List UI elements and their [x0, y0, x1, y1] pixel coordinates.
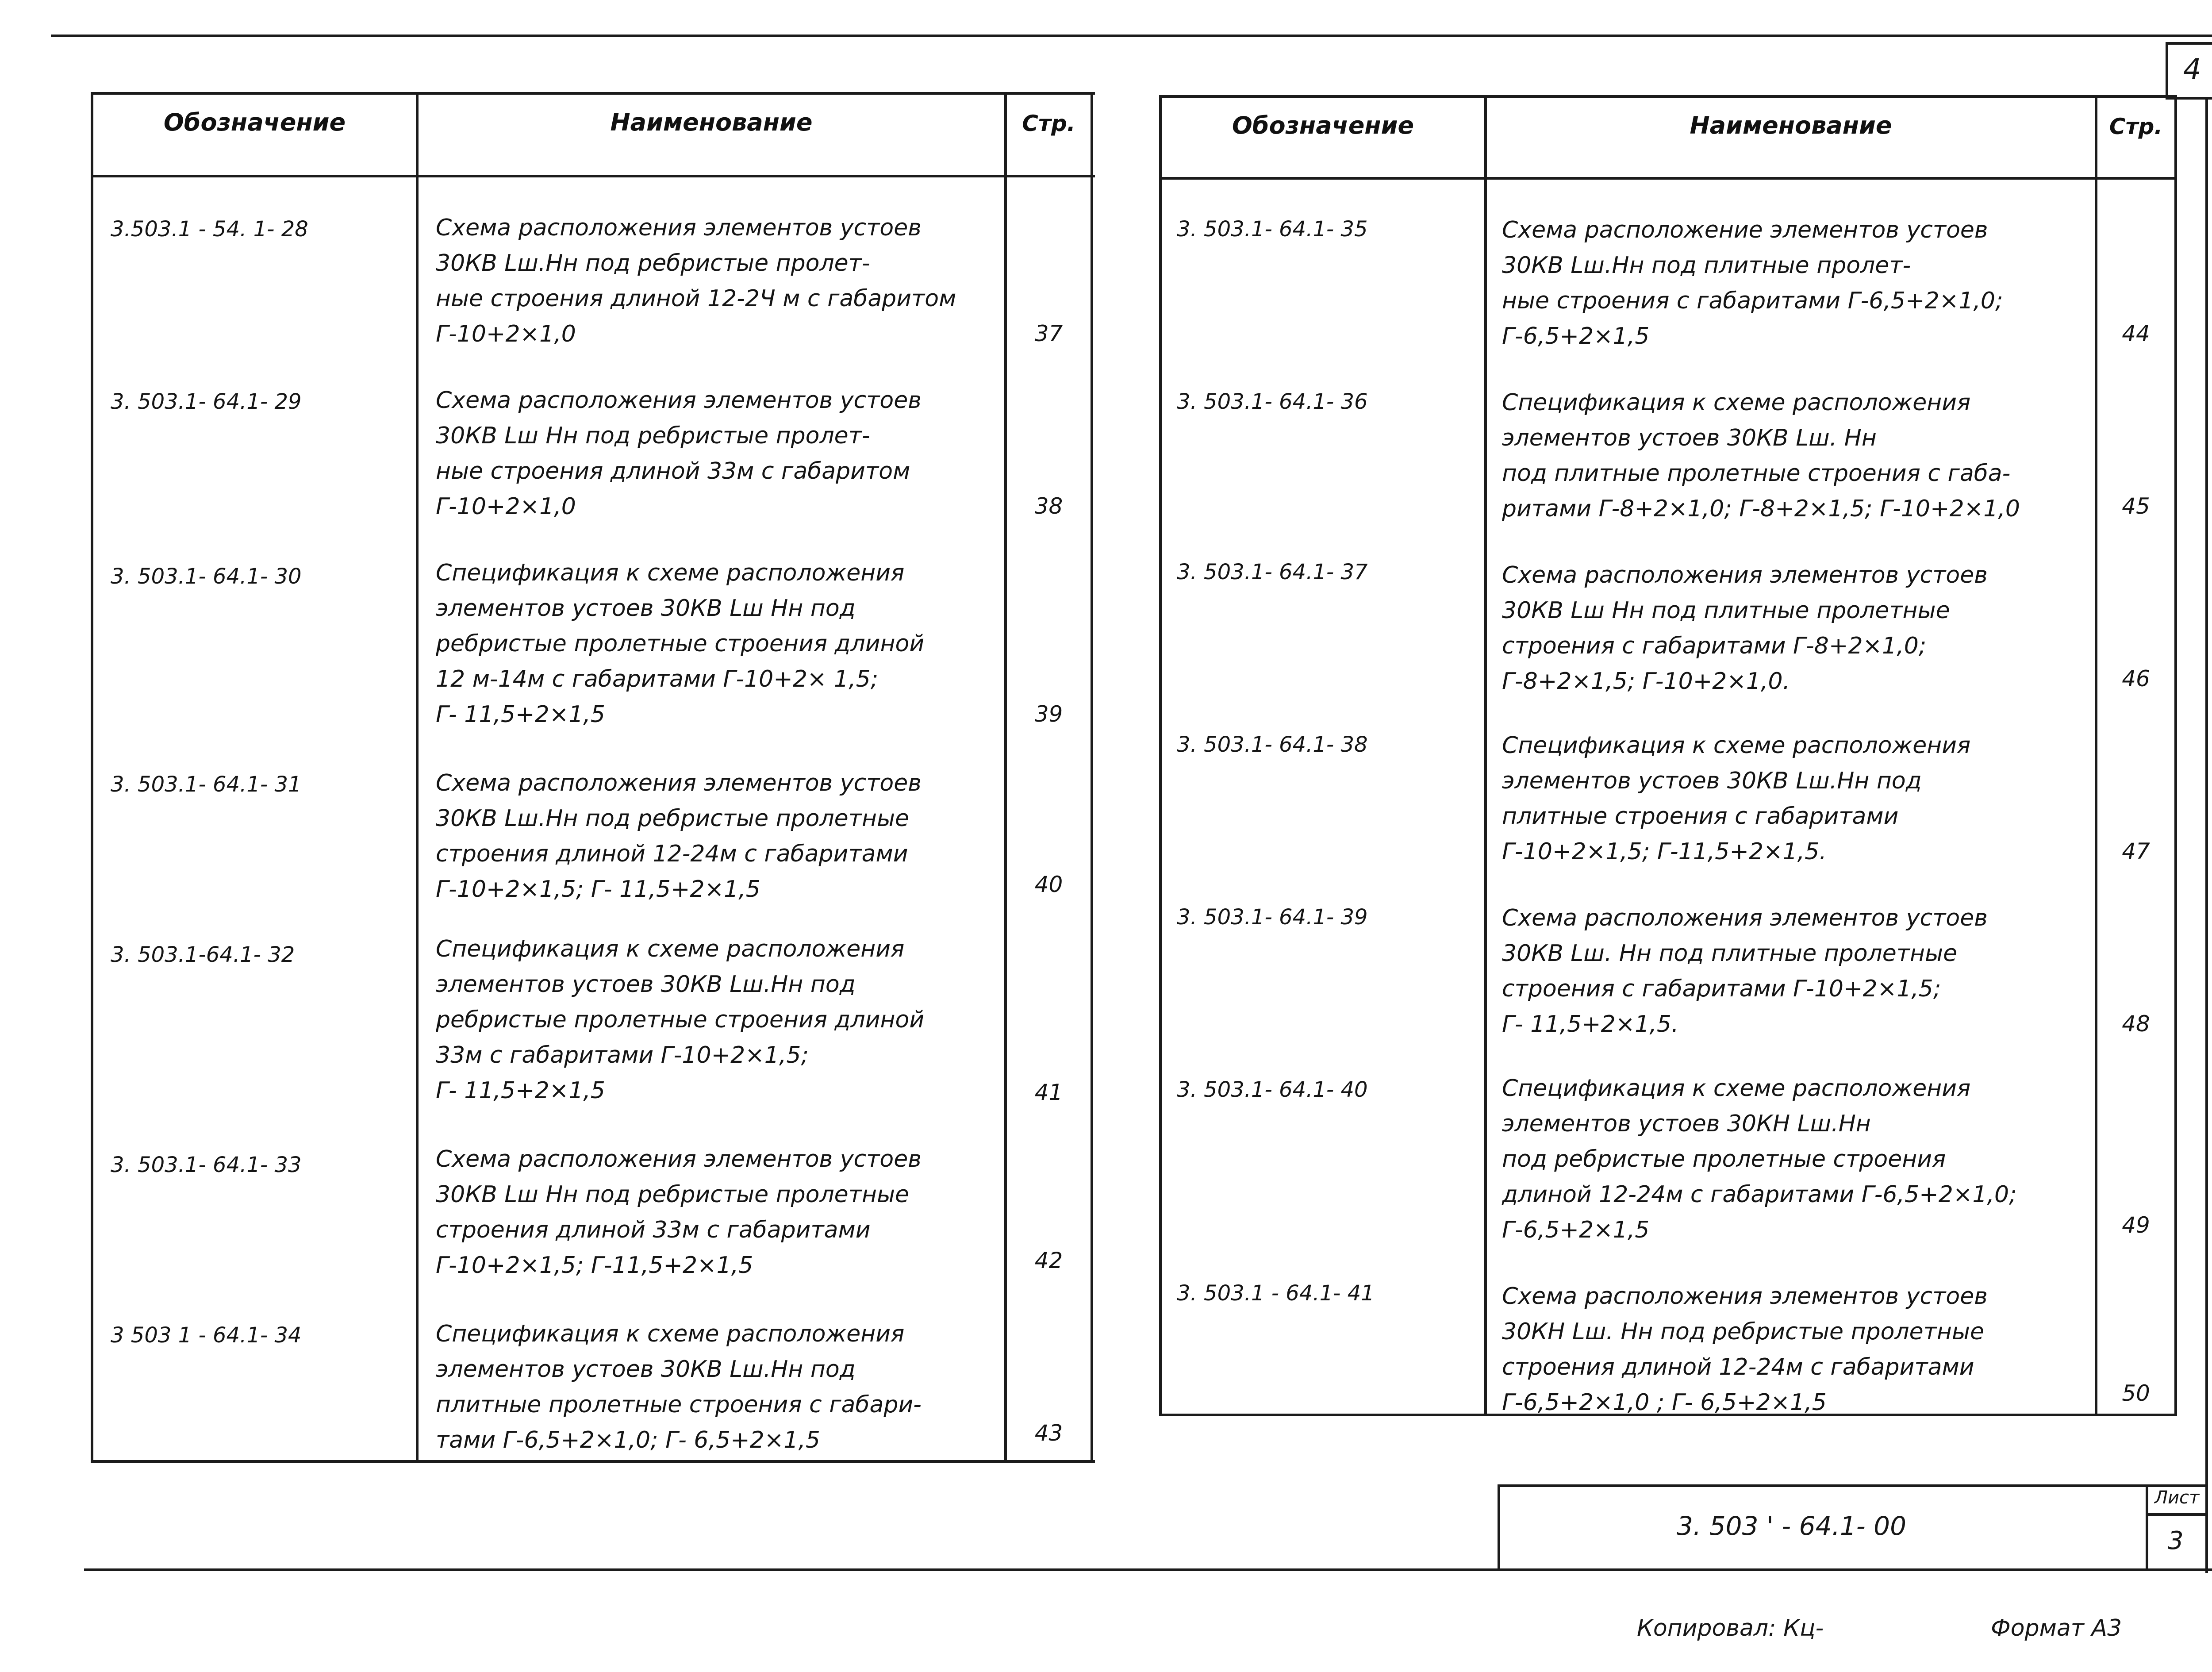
copied-by: Копировал: Кц-: [1637, 1615, 1824, 1641]
left-row-page: 37: [1034, 321, 1063, 346]
left-row-page: 43: [1034, 1420, 1063, 1446]
left-row-page: 41: [1034, 1080, 1063, 1105]
left-col-0: [91, 92, 93, 1463]
corner-sheet-number: 4: [2183, 53, 2201, 86]
left-row-code: 3. 503.1- 64.1- 29: [111, 389, 302, 414]
right-header-designation: Обозначение: [1232, 111, 1414, 139]
left-row-code: 3 503 1 - 64.1- 34: [111, 1323, 302, 1348]
left-row-code: 3. 503.1-64.1- 32: [111, 942, 295, 967]
right-row-code: 3. 503.1- 64.1- 35: [1177, 217, 1368, 242]
right-row-page: 50: [2122, 1380, 2150, 1406]
sheet-label: Лист: [2154, 1488, 2200, 1508]
right-row-page: 45: [2122, 493, 2150, 519]
left-row-code: 3. 503.1- 64.1- 31: [111, 772, 302, 797]
left-row-description: Спецификация к схеме расположения элементов устоев 30КВ Lш.Нн под ребристые пролетные строения длиной 33м с габаритами Г-10+2×1,5; Г- 11,5+2×1,5: [436, 936, 925, 1104]
sheet-number: 3: [2168, 1526, 2184, 1555]
right-row-code: 3. 503.1- 64.1- 36: [1177, 389, 1368, 414]
right-row-description: Схема расположения элементов устоев 30КВ Lш Нн под плитные пролетные строения с габаритами Г-8+2×1,0; Г-8+2×1,5; Г-10+2×1,0.: [1502, 562, 1988, 695]
right-row-code: 3. 503.1- 64.1- 38: [1177, 732, 1368, 757]
sheet-label-divider: [2146, 1513, 2205, 1516]
right-row-page: 44: [2122, 321, 2150, 346]
right-header-page: Стр.: [2109, 114, 2163, 139]
right-row-description: Схема расположения элементов устоев 30КН Lш. Нн под ребристые пролетные строения длиной 12-24м с габаритами Г-6,5+2×1,0 ; Г- 6,5+2×1,5: [1502, 1283, 1988, 1416]
right-row-description: Спецификация к схеме расположения элементов устоев 30КН Lш.Нн под ребристые пролетные строения длиной 12-24м с габаритами Г-6,5+2×1,0; Г-6,5+2×1,5: [1502, 1075, 2017, 1243]
left-table-bottom: [91, 1460, 1095, 1463]
right-row-description: Спецификация к схеме расположения элементов устоев 30КВ Lш. Нн под плитные пролетные строения с габа- ритами Г-8+2×1,0; Г-8+2×1,5; Г-10+2×1,0: [1502, 389, 2020, 522]
right-row-description: Спецификация к схеме расположения элементов устоев 30КВ Lш.Нн под плитные строения с габаритами Г-10+2×1,5; Г-11,5+2×1,5.: [1502, 732, 1971, 865]
left-col-3: [1091, 92, 1093, 1463]
right-row-code: 3. 503.1 - 64.1- 41: [1177, 1281, 1375, 1306]
left-table-top: [91, 92, 1095, 95]
right-row-page: 46: [2122, 666, 2150, 692]
right-row-code: 3. 503.1- 64.1- 39: [1177, 905, 1368, 930]
title-block-left: [1498, 1484, 1500, 1571]
top-rule: [51, 35, 2212, 37]
left-row-description: Схема расположения элементов устоев 30КВ Lш.Нн под ребристые пролет- ные строения длиной 12-2Ч м с габаритом Г-10+2×1,0: [436, 215, 956, 347]
right-row-code: 3. 503.1- 64.1- 40: [1177, 1077, 1368, 1102]
left-row-code: 3. 503.1- 64.1- 30: [111, 564, 302, 589]
left-row-page: 40: [1034, 872, 1063, 897]
left-table-header-bottom: [91, 175, 1095, 177]
left-row-page: 38: [1034, 493, 1063, 519]
right-header-name: Наименование: [1690, 111, 1892, 139]
frame-right-inner: [2205, 100, 2208, 1573]
left-col-1: [416, 92, 419, 1463]
right-col-1: [1484, 95, 1487, 1416]
left-row-page: 39: [1034, 701, 1063, 727]
right-row-page: 48: [2122, 1011, 2150, 1037]
document-code: 3. 503 ' - 64.1- 00: [1677, 1511, 1906, 1541]
right-col-0: [1159, 95, 1162, 1416]
left-row-description: Схема расположения элементов устоев 30КВ Lш.Нн под ребристые пролетные строения длиной 12-24м с габаритами Г-10+2×1,5; Г- 11,5+2×1,5: [436, 770, 922, 903]
left-header-name: Наименование: [610, 108, 813, 136]
left-row-description: Схема расположения элементов устоев 30КВ Lш Нн под ребристые пролетные строения длиной 33м с габаритами Г-10+2×1,5; Г-11,5+2×1,5: [436, 1146, 922, 1279]
left-row-description: Спецификация к схеме расположения элементов устоев 30КВ Lш.Нн под плитные пролетные строения с габари- тами Г-6,5+2×1,0; Г- 6,5+2×1,5: [436, 1321, 922, 1453]
left-header-page: Стр.: [1022, 111, 1075, 136]
right-row-page: 49: [2122, 1212, 2150, 1238]
right-table-top: [1159, 95, 2177, 98]
right-col-3: [2174, 95, 2177, 1416]
right-table-header-bottom: [1159, 177, 2177, 180]
paper-format: Формат А3: [1991, 1615, 2122, 1641]
title-block-divider: [2146, 1484, 2148, 1571]
left-row-code: 3. 503.1- 64.1- 33: [111, 1153, 302, 1177]
right-row-code: 3. 503.1- 64.1- 37: [1177, 560, 1368, 584]
left-header-designation: Обозначение: [163, 108, 346, 136]
left-row-page: 42: [1034, 1248, 1063, 1273]
left-row-description: Спецификация к схеме расположения элементов устоев 30КВ Lш Нн под ребристые пролетные строения длиной 12 м-14м с габаритами Г-10+2× 1,5; Г- 11,5+2×1,5: [436, 560, 925, 728]
right-row-description: Схема расположение элементов устоев 30КВ Lш.Нн под плитные пролет- ные строения с габаритами Г-6,5+2×1,0; Г-6,5+2×1,5: [1502, 217, 2003, 350]
right-row-description: Схема расположения элементов устоев 30КВ Lш. Нн под плитные пролетные строения с габаритами Г-10+2×1,5; Г- 11,5+2×1,5.: [1502, 905, 1988, 1038]
right-row-page: 47: [2122, 838, 2150, 864]
left-row-description: Схема расположения элементов устоев 30КВ Lш Нн под ребристые пролет- ные строения длиной 33м с габаритом Г-10+2×1,0: [436, 387, 922, 520]
left-row-code: 3.503.1 - 54. 1- 28: [111, 217, 308, 242]
bottom-rule: [84, 1568, 2212, 1571]
title-block-top: [1498, 1484, 2205, 1487]
